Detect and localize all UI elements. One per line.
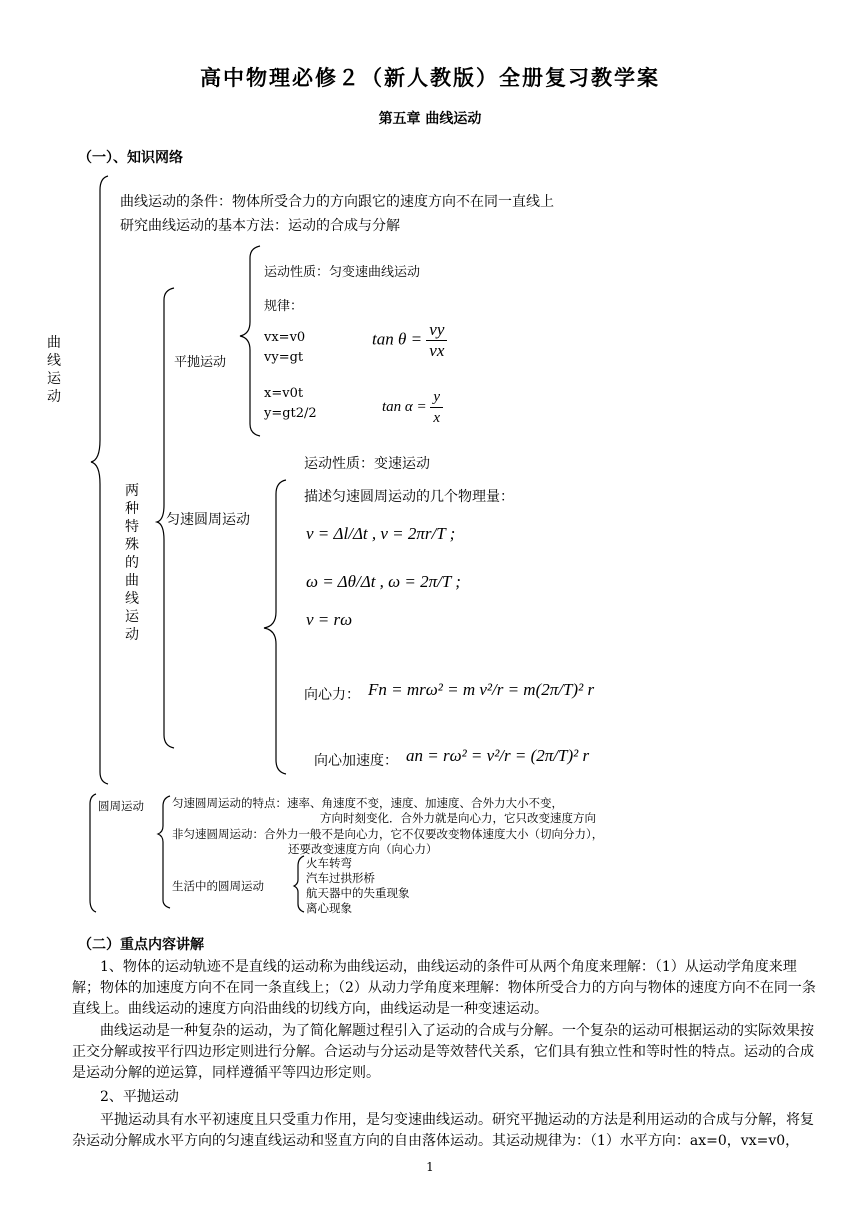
chapter-title: 第五章 曲线运动 bbox=[378, 111, 482, 127]
box-uniform: 匀速圆周运动的特点：速率、角速度不变，速度、加速度、合外力大小不变， bbox=[172, 796, 563, 810]
paragraph-1: 1、物体的运动轨迹不是直线的运动称为曲线运动，曲线运动的条件可从两个角度来理解：（1）从运动学角度来理解；物体的加速度方向不在同一条直线上；（2）从动力学角度来理解：物体所受合力的方向与物体的速度方向不在同一条直线上。曲线运动的速度方向沿曲线的切线方向，曲线运动是一种变速运动。 bbox=[72, 959, 816, 1017]
root-label: 曲线运动 bbox=[47, 335, 61, 405]
special-label: 两种特殊的曲线运动 bbox=[125, 483, 139, 643]
box-life-brace bbox=[294, 856, 304, 912]
paragraph-3-heading: 2、平抛运动 bbox=[100, 1089, 179, 1105]
projectile-vx: vx=v0 bbox=[264, 330, 306, 345]
accel-formula: an = rω² = v²/r = (2π/T)² r bbox=[406, 746, 590, 765]
box-nonuniform: 非匀速圆周运动：合外力一般不是向心力，它不仅要改变物体速度大小（切向分力）， bbox=[172, 827, 604, 841]
circular-nature: 运动性质：变速运动 bbox=[304, 456, 430, 472]
condition-text: 曲线运动的条件：物体所受合力的方向跟它的速度方向不在同一直线上 bbox=[120, 194, 554, 210]
tan-alpha-formula bbox=[382, 387, 443, 428]
paragraph-2: 曲线运动是一种复杂的运动，为了简化解题过程引入了运动的合成与分解。一个复杂的运动可根据运动的实际效果按正交分解或按平行四边形定则进行分解。合运动与分运动是等效替代关系，它们具有独立性和等时性的特点。运动的合成是运动分解的逆运算，同样遵循平等四边形定则。 bbox=[72, 1023, 814, 1081]
document-title: 高中物理必修２（新人教版）全册复习教学案 bbox=[200, 65, 660, 90]
projectile-y: y=gt2/2 bbox=[264, 406, 317, 421]
box-life-item: 火车转弯 bbox=[306, 856, 352, 870]
tan-theta-label: tan θ = bbox=[372, 329, 423, 349]
box-life-item: 离心现象 bbox=[306, 901, 352, 915]
projectile-vy: vy=gt bbox=[264, 350, 304, 365]
box-life: 生活中的圆周运动 bbox=[172, 879, 264, 893]
force-label: 向心力： bbox=[304, 687, 360, 703]
circular-label: 匀速圆周运动 bbox=[166, 512, 250, 528]
box-root-brace bbox=[90, 794, 96, 912]
tan-alpha-label: tan α = bbox=[382, 398, 427, 415]
tan-alpha-denominator: x bbox=[433, 410, 441, 426]
box-root: 圆周运动 bbox=[98, 799, 144, 813]
paragraph-3: 平抛运动具有水平初速度且只受重力作用，是匀变速曲线运动。研究平抛运动的方法是利用运动的合成与分解，将复杂运动分解成水平方向的匀速直线运动和竖直方向的自由落体运动。其运动规律为：（1）水平方向：ax=0，vx=v0， bbox=[72, 1112, 814, 1149]
circular-brace bbox=[264, 480, 286, 774]
projectile-nature: 运动性质：匀变速曲线运动 bbox=[264, 265, 421, 280]
box-uniform-2: 方向时刻变化．合外力就是向心力，它只改变速度方向 bbox=[320, 811, 596, 825]
method-text: 研究曲线运动的基本方法：运动的合成与分解 bbox=[120, 218, 400, 234]
section2-heading: （二）重点内容讲解 bbox=[78, 937, 204, 953]
box-nonuniform-2: 还要改变速度方向（向心力） bbox=[288, 842, 438, 856]
tan-theta-denominator: vx bbox=[429, 341, 445, 360]
omega-formula: ω = Δθ/Δt , ω = 2π/T ; bbox=[306, 572, 461, 591]
v-formula: v = Δl/Δt , v = 2πr/T ; bbox=[306, 524, 456, 543]
box-life-item: 航天器中的失重现象 bbox=[306, 886, 410, 900]
tan-alpha-numerator: y bbox=[430, 387, 443, 408]
circular-describe: 描述匀速圆周运动的几个物理量： bbox=[304, 489, 514, 505]
box-cat-brace bbox=[158, 796, 170, 908]
tan-theta-formula bbox=[372, 320, 447, 361]
v-r-omega-formula: v = rω bbox=[306, 610, 353, 629]
projectile-x: x=v0t bbox=[264, 386, 304, 401]
section1-heading: （一）、知识网络 bbox=[78, 150, 183, 166]
force-formula: Fn = mrω² = m v²/r = m(2π/T)² r bbox=[368, 680, 595, 699]
projectile-law: 规律： bbox=[264, 299, 304, 314]
projectile-brace bbox=[240, 246, 260, 436]
tan-theta-numerator: vy bbox=[426, 320, 447, 341]
projectile-label: 平抛运动 bbox=[174, 355, 227, 370]
box-life-item: 汽车过拱形桥 bbox=[306, 871, 375, 885]
page-number: 1 bbox=[426, 1160, 434, 1174]
root-brace bbox=[91, 176, 108, 784]
accel-label: 向心加速度： bbox=[314, 753, 398, 769]
